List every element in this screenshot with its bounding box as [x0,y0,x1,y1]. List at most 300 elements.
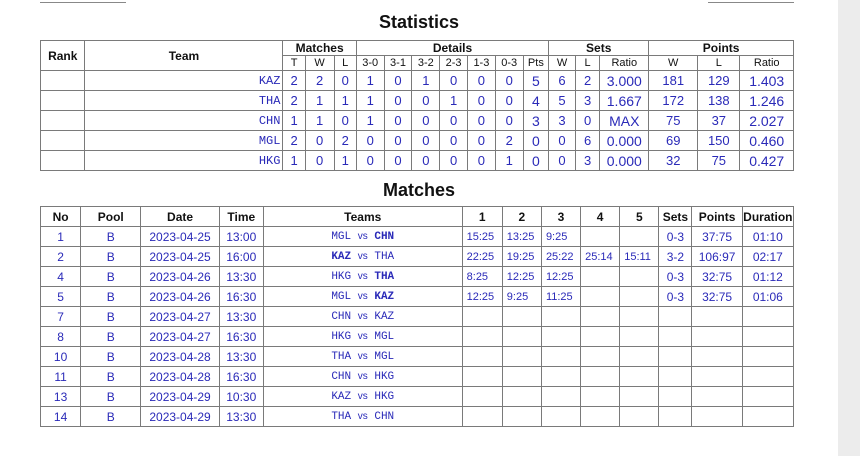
stats-value-cell: 1 [305,111,334,131]
stats-value-cell: 75 [698,151,740,171]
set-score-cell [502,307,541,327]
date-cell: 2023-04-26 [141,267,219,287]
stats-value-cell: 1 [283,151,305,171]
stats-value-cell: 2 [283,91,305,111]
stats-value-cell: 0 [523,131,549,151]
teams-cell [263,367,462,387]
stats-value-cell: 3 [575,91,599,111]
teams-cell [263,287,462,307]
set-score-cell [462,367,502,387]
match-column-header: Sets [659,207,692,227]
match-number-cell: 4 [41,267,81,287]
rank-cell [41,151,85,171]
stats-value-cell: 0 [412,111,440,131]
rank-cell [41,91,85,111]
time-cell: 13:30 [219,267,263,287]
home-team: HKG [331,330,352,343]
stats-subheader: Ratio [600,56,649,71]
stats-subheader: W [549,56,576,71]
away-team: KAZ [374,290,395,303]
pool-cell: B [81,227,141,247]
rank-cell [41,71,85,91]
pool-cell: B [81,307,141,327]
set-score-cell [502,387,541,407]
home-team: CHN [331,370,352,383]
stats-value-cell: 0 [412,131,440,151]
set-score-cell [462,387,502,407]
stats-value-cell: 3 [575,151,599,171]
time-cell: 16:30 [219,367,263,387]
stats-row [41,111,794,131]
match-number-cell: 11 [41,367,81,387]
match-column-header: 3 [541,207,580,227]
stats-value-cell: 0 [468,131,496,151]
stats-value-cell: 0 [305,151,334,171]
stats-value-cell: 1 [283,111,305,131]
date-cell: 2023-04-25 [141,247,219,267]
duration-cell [742,367,793,387]
stats-value-cell: 0 [440,151,468,171]
home-team: KAZ [331,250,352,263]
match-row [41,267,794,287]
stats-value-cell: 0.000 [600,131,649,151]
stats-value-cell: 1.246 [740,91,794,111]
date-cell: 2023-04-28 [141,367,219,387]
versus-label: vs [357,250,368,262]
versus-label: vs [357,290,368,302]
set-score-cell [620,387,659,407]
match-column-header: No [41,207,81,227]
sets-cell [659,387,692,407]
points-cell [692,327,742,347]
home-team: KAZ [331,390,352,403]
stats-subheader: T [283,56,305,71]
away-team: THA [374,250,395,263]
set-score-cell: 8:25 [462,267,502,287]
match-row [41,367,794,387]
teams-cell [263,327,462,347]
set-score-cell [462,327,502,347]
date-cell: 2023-04-25 [141,227,219,247]
versus-label: vs [357,270,368,282]
team-cell: THA [85,91,283,111]
stats-subheader: Ratio [740,56,794,71]
set-score-cell [620,307,659,327]
stats-subheader: 3-1 [384,56,412,71]
stats-value-cell: 1 [356,91,384,111]
match-column-header: 1 [462,207,502,227]
team-header: Team [85,41,283,71]
date-cell: 2023-04-28 [141,347,219,367]
stats-value-cell: 3 [523,111,549,131]
stats-value-cell: 2 [283,71,305,91]
stats-value-cell: 0 [495,91,523,111]
set-score-cell [620,407,659,427]
stats-value-cell: 2.027 [740,111,794,131]
set-score-cell: 11:25 [541,287,580,307]
set-score-cell [581,387,620,407]
set-score-cell [502,327,541,347]
stats-value-cell: 0 [334,111,356,131]
match-column-header: 4 [581,207,620,227]
stats-value-cell: 0 [334,71,356,91]
away-team: MGL [374,330,395,343]
versus-label: vs [357,410,368,422]
stats-value-cell: 0 [440,131,468,151]
stats-value-cell: 1 [440,91,468,111]
match-column-header: Pool [81,207,141,227]
stats-row [41,91,794,111]
stats-value-cell: 2 [334,131,356,151]
pool-cell: B [81,327,141,347]
match-column-header: Points [692,207,742,227]
set-score-cell [620,227,659,247]
home-team: HKG [331,270,352,283]
stats-value-cell: 1.403 [740,71,794,91]
away-team: HKG [374,370,395,383]
points-cell [692,407,742,427]
match-row [41,327,794,347]
set-score-cell: 12:25 [502,267,541,287]
match-number-cell: 8 [41,327,81,347]
stats-value-cell: 3 [549,111,576,131]
time-cell: 16:30 [219,287,263,307]
set-score-cell: 13:25 [502,227,541,247]
stats-row [41,131,794,151]
stats-value-cell: 0 [468,91,496,111]
set-score-cell: 15:11 [620,247,659,267]
match-column-header: 5 [620,207,659,227]
points-cell [692,387,742,407]
stats-value-cell: 0.460 [740,131,794,151]
stats-value-cell: 1 [305,91,334,111]
stats-row [41,71,794,91]
match-number-cell: 2 [41,247,81,267]
match-number-cell: 7 [41,307,81,327]
date-cell: 2023-04-29 [141,387,219,407]
set-score-cell [541,367,580,387]
match-row [41,247,794,267]
stats-subheader: W [649,56,698,71]
stats-value-cell: 5 [549,91,576,111]
home-team: THA [331,410,352,423]
points-group-header: Points [649,41,794,56]
set-score-cell: 12:25 [462,287,502,307]
sets-cell [659,347,692,367]
stats-value-cell: 2 [575,71,599,91]
set-score-cell: 9:25 [541,227,580,247]
match-number-cell: 5 [41,287,81,307]
matches-group-header: Matches [283,41,356,56]
match-number-cell: 14 [41,407,81,427]
stats-value-cell: 0 [412,151,440,171]
versus-label: vs [357,390,368,402]
versus-label: vs [357,350,368,362]
page-edge-shadow [838,0,860,456]
set-score-cell: 25:22 [541,247,580,267]
match-column-header: 2 [502,207,541,227]
time-cell: 16:00 [219,247,263,267]
top-left-tab-edge [40,0,126,3]
set-score-cell [541,407,580,427]
stats-value-cell: 2 [283,131,305,151]
time-cell: 13:30 [219,307,263,327]
teams-cell [263,227,462,247]
date-cell: 2023-04-26 [141,287,219,307]
pool-cell: B [81,247,141,267]
versus-label: vs [357,330,368,342]
duration-cell: 01:12 [742,267,793,287]
matches-heading: Matches [382,180,456,200]
set-score-cell [581,227,620,247]
stats-value-cell: 0.000 [600,151,649,171]
home-team: MGL [331,230,352,243]
match-row [41,387,794,407]
away-team: MGL [374,350,395,363]
pool-cell: B [81,367,141,387]
duration-cell [742,387,793,407]
duration-cell [742,307,793,327]
set-score-cell [502,367,541,387]
matches-table [40,206,794,427]
versus-label: vs [357,370,368,382]
team-cell: HKG [85,151,283,171]
set-score-cell: 22:25 [462,247,502,267]
stats-value-cell: 1 [334,151,356,171]
stats-value-cell: 3.000 [600,71,649,91]
stats-value-cell: 0.427 [740,151,794,171]
sets-cell [659,307,692,327]
set-score-cell [462,347,502,367]
pool-cell: B [81,407,141,427]
points-cell [692,347,742,367]
top-right-tab-edge [708,0,794,3]
statistics-table [40,40,794,171]
match-row [41,407,794,427]
stats-value-cell: 6 [575,131,599,151]
match-row [41,307,794,327]
set-score-cell [541,387,580,407]
sets-cell: 0-3 [659,287,692,307]
points-cell [692,367,742,387]
stats-value-cell: 0 [384,91,412,111]
stats-subheader: L [334,56,356,71]
set-score-cell [620,347,659,367]
set-score-cell [541,307,580,327]
match-column-header: Date [141,207,219,227]
stats-subheader: 3-0 [356,56,384,71]
match-row [41,347,794,367]
stats-value-cell: 138 [698,91,740,111]
stats-value-cell: 0 [495,111,523,131]
team-cell: CHN [85,111,283,131]
stats-value-cell: 0 [412,91,440,111]
sets-cell [659,407,692,427]
stats-value-cell: 69 [649,131,698,151]
stats-value-cell: 5 [523,71,549,91]
stats-value-cell: 0 [495,71,523,91]
time-cell: 13:30 [219,407,263,427]
rank-cell [41,131,85,151]
set-score-cell [581,307,620,327]
set-score-cell: 9:25 [502,287,541,307]
date-cell: 2023-04-27 [141,307,219,327]
set-score-cell [581,367,620,387]
set-score-cell: 12:25 [541,267,580,287]
stats-subheader: L [698,56,740,71]
away-team: CHN [374,230,395,243]
match-column-header: Duration [742,207,793,227]
stats-value-cell: 1 [356,71,384,91]
stats-value-cell: 1 [334,91,356,111]
stats-value-cell: 1 [412,71,440,91]
stats-value-cell: 0 [356,131,384,151]
stats-value-cell: 32 [649,151,698,171]
stats-value-cell: 181 [649,71,698,91]
versus-label: vs [357,230,368,242]
stats-value-cell: 172 [649,91,698,111]
match-number-cell: 10 [41,347,81,367]
sets-cell [659,367,692,387]
set-score-cell: 15:25 [462,227,502,247]
set-score-cell: 25:14 [581,247,620,267]
stats-value-cell: 0 [440,111,468,131]
stats-value-cell: 0 [549,151,576,171]
stats-subheader: W [305,56,334,71]
stats-value-cell: MAX [600,111,649,131]
team-cell: KAZ [85,71,283,91]
sets-cell: 3-2 [659,247,692,267]
away-team: KAZ [374,310,395,323]
stats-value-cell: 0 [440,71,468,91]
home-team: THA [331,350,352,363]
points-cell: 37:75 [692,227,742,247]
duration-cell: 01:06 [742,287,793,307]
stats-value-cell: 0 [384,131,412,151]
rank-header: Rank [41,41,85,71]
away-team: HKG [374,390,395,403]
stats-value-cell: 0 [384,151,412,171]
time-cell: 13:00 [219,227,263,247]
pool-cell: B [81,347,141,367]
stats-value-cell: 0 [305,131,334,151]
sets-cell: 0-3 [659,227,692,247]
stats-subheader: 2-3 [440,56,468,71]
stats-value-cell: 37 [698,111,740,131]
teams-cell [263,267,462,287]
set-score-cell [581,327,620,347]
sets-group-header: Sets [549,41,649,56]
set-score-cell [502,407,541,427]
set-score-cell [541,347,580,367]
teams-cell [263,387,462,407]
stats-value-cell: 129 [698,71,740,91]
stats-value-cell: 0 [575,111,599,131]
stats-value-cell: 75 [649,111,698,131]
set-score-cell [620,287,659,307]
match-column-header: Time [219,207,263,227]
points-cell: 32:75 [692,287,742,307]
stats-value-cell: 2 [495,131,523,151]
stats-value-cell: 0 [384,71,412,91]
stats-subheader: Pts [523,56,549,71]
set-score-cell [620,327,659,347]
time-cell: 13:30 [219,347,263,367]
set-score-cell [502,347,541,367]
stats-value-cell: 0 [468,71,496,91]
set-score-cell [541,327,580,347]
stats-value-cell: 0 [468,111,496,131]
set-score-cell [581,347,620,367]
stats-value-cell: 2 [305,71,334,91]
team-cell: MGL [85,131,283,151]
pool-cell: B [81,267,141,287]
set-score-cell [462,307,502,327]
duration-cell: 02:17 [742,247,793,267]
statistics-heading: Statistics [378,12,460,32]
points-cell: 32:75 [692,267,742,287]
teams-cell [263,347,462,367]
stats-subheader: 3-2 [412,56,440,71]
points-cell: 106:97 [692,247,742,267]
set-score-cell [462,407,502,427]
stats-value-cell: 1.667 [600,91,649,111]
stats-value-cell: 150 [698,131,740,151]
away-team: CHN [374,410,395,423]
stats-subheader: 0-3 [495,56,523,71]
stats-subheader: 1-3 [468,56,496,71]
duration-cell [742,347,793,367]
date-cell: 2023-04-29 [141,407,219,427]
duration-cell: 01:10 [742,227,793,247]
set-score-cell [581,287,620,307]
away-team: THA [374,270,395,283]
stats-value-cell: 0 [356,151,384,171]
set-score-cell: 19:25 [502,247,541,267]
date-cell: 2023-04-27 [141,327,219,347]
stats-value-cell: 0 [549,131,576,151]
duration-cell [742,327,793,347]
set-score-cell [620,267,659,287]
pool-cell: B [81,387,141,407]
match-column-header: Teams [263,207,462,227]
stats-subheader: L [575,56,599,71]
versus-label: vs [357,310,368,322]
home-team: MGL [331,290,352,303]
stats-value-cell: 1 [356,111,384,131]
match-number-cell: 1 [41,227,81,247]
match-row [41,287,794,307]
sets-cell [659,327,692,347]
details-group-header: Details [356,41,548,56]
set-score-cell [581,407,620,427]
stats-value-cell: 1 [495,151,523,171]
set-score-cell [620,367,659,387]
teams-cell [263,307,462,327]
teams-cell [263,407,462,427]
stats-row [41,151,794,171]
rank-cell [41,111,85,131]
set-score-cell [581,267,620,287]
stats-value-cell: 0 [384,111,412,131]
match-number-cell: 13 [41,387,81,407]
stats-value-cell: 4 [523,91,549,111]
points-cell [692,307,742,327]
stats-value-cell: 0 [468,151,496,171]
stats-value-cell: 0 [523,151,549,171]
pool-cell: B [81,287,141,307]
match-row [41,227,794,247]
